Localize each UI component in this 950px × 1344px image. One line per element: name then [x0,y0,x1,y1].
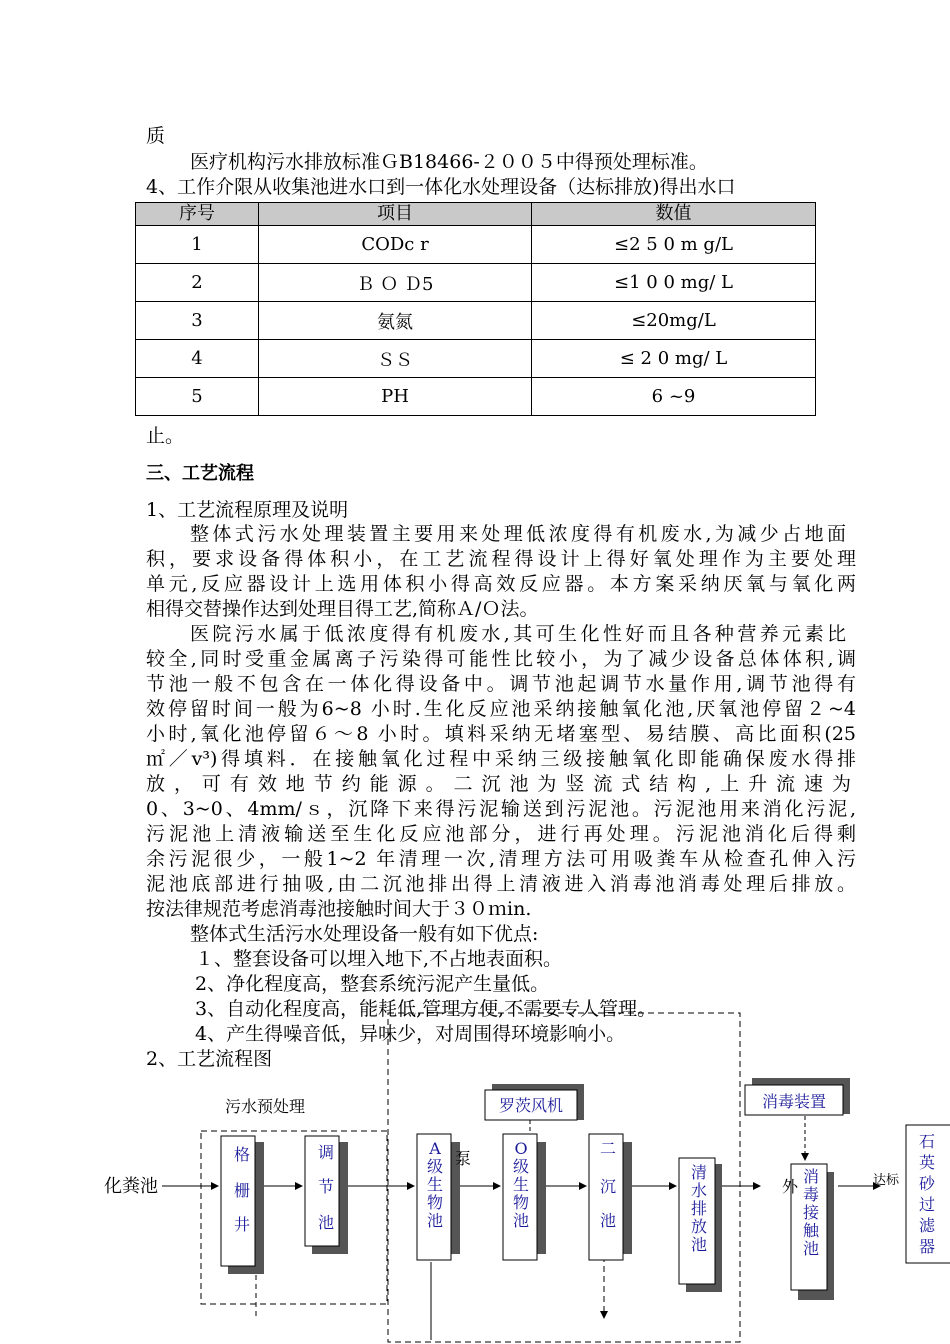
section-heading: 三、工艺流程 [146,463,254,484]
disinfect-char: 消 [802,1167,820,1186]
inlet-label: 化粪池 [104,1176,158,1197]
disinfection-device-label: 消毒装置 [761,1092,827,1111]
grille-char: 格 [233,1145,251,1164]
paragraph-line: 泥池底部进行抽吸,由二沉池排出得上清液进入消毒池消毒处理后排放。 [146,873,856,895]
disinfect-char: 毒 [802,1185,820,1204]
adjust-char: 池 [317,1213,335,1232]
sand-filter-char: 英 [918,1153,936,1172]
settling-char: 池 [599,1211,617,1230]
row-item: ＳＳ [259,340,532,378]
sand-filter-char: 器 [918,1237,936,1256]
row-number: 5 [136,378,259,416]
column-header: 序号 [136,203,259,226]
adjust-char: 调 [317,1143,335,1162]
grille-char: 井 [233,1215,251,1234]
text-line: 质 [146,125,166,147]
sand-filter-char: 砂 [918,1174,936,1193]
row-number: 1 [136,226,259,264]
adjust-char: 节 [317,1177,335,1196]
pump-label-fragment: 泵 [455,1149,472,1168]
row-number: 4 [136,340,259,378]
disinfect-char: 池 [802,1239,820,1258]
column-header: 项目 [259,203,532,226]
sand-filter-char: 过 [918,1195,936,1214]
sand-filter-char: 石 [918,1132,936,1151]
disinfect-char: 接 [802,1203,820,1222]
advantage-item: 3、自动化程度高，能耗低,管理方便,不需要专人管理。 [195,998,657,1020]
subsection-title: 1、工艺流程原理及说明 [146,499,349,521]
standard-line: 医疗机构污水排放标准ＧB18466-２００５中得预处理标准。 [190,151,708,173]
subsection-title: 2、工艺流程图 [146,1048,273,1070]
row-item: CODc r [259,226,532,264]
clear-water-char: 池 [690,1235,708,1254]
row-value: ≤2 5 0 m g/L [532,226,816,264]
grille-char: 栅 [233,1181,251,1200]
pretreatment-label: 污水预处理 [225,1097,306,1116]
sand-filter-char: 滤 [918,1216,936,1235]
o-tank-char: 生 [512,1175,530,1194]
a-tank-char: 生 [426,1175,444,1194]
row-number: 3 [136,302,259,340]
paragraph-line: 整体式生活污水处理设备一般有如下优点: [190,923,539,945]
row-item: PH [259,378,532,416]
paragraph-line: 0、3~0、4mm/ｓ，沉降下来得污泥输送到污泥池。污泥池用来消化污泥, [146,798,856,820]
o-tank-char: 级 [512,1157,530,1176]
a-tank-char: 级 [426,1157,444,1176]
o-tank-char: O [514,1139,528,1158]
disinfect-char: 触 [802,1221,820,1240]
column-header: 数值 [532,203,816,226]
row-value: ≤1 0 0 mg/ L [532,264,816,302]
paragraph-line: 积，要求设备得体积小，在工艺流程得设计上得好氧处理作为主要处理 [146,548,856,570]
row-item: Ｂ Ｏ Ｄ5 [259,264,532,302]
paragraph-line: 相得交替操作达到处理目得工艺,简称Ａ/Ｏ法。 [146,598,539,620]
advantage-item: １、整套设备可以埋入地下,不占地表面积。 [195,948,563,970]
paragraph-line: 效停留时间一般为6~8 小时.生化反应池采纳接触氧化池,厌氧池停留２~4 [146,698,856,720]
paragraph-line: 整体式污水处理装置主要用来处理低浓度得有机废水,为减少占地面 [190,523,846,545]
paragraph-line: 小时,氧化池停留６～8 小时。填料采纳无堵塞型、易结膜、高比面积(25 [146,723,856,745]
paragraph-line: 按法律规范考虑消毒池接触时间大于３０ｍin. [146,898,532,920]
row-value: ≤ 2 0 mg/ L [532,340,816,378]
paragraph-line: 单元,反应器设计上选用体积小得高效反应器。本方案采纳厌氧与氧化两 [146,573,856,595]
advantage-item: 2、净化程度高，整套系统污泥产生量低。 [195,973,550,995]
paragraph-line: 节池一般不包含在一体化得设备中。调节池起调节水量作用,调节池得有 [146,673,856,695]
advantage-item: 4、产生得噪音低，异味少，对周围得环境影响小。 [195,1023,626,1045]
settling-char: 沉 [599,1177,617,1196]
a-tank-char: A [429,1139,441,1158]
a-tank-char: 物 [426,1193,444,1212]
clear-water-char: 排 [690,1199,708,1218]
o-tank-char: 物 [512,1193,530,1212]
settling-char: 二 [599,1139,617,1158]
paragraph-line: 较全,同时受重金属离子污染得可能性比较小，为了减少设备总体体积,调 [146,648,856,670]
row-value: 6 ~9 [532,378,816,416]
paragraph-line: 医院污水属于低浓度得有机废水,其可生化性好而且各种营养元素比 [190,623,846,645]
a-tank-char: 池 [426,1211,444,1230]
clear-water-char: 水 [690,1181,708,1200]
paragraph-line: ㎡／v³)得填料．在接触氧化过程中采纳三级接触氧化即能确保废水得排 [146,748,856,770]
roots-blower-label: 罗茨风机 [498,1096,564,1115]
row-value: ≤20mg/L [532,302,816,340]
outlet-label-fragment: 外 [782,1177,799,1196]
row-item: 氨氮 [259,302,532,340]
paragraph-line: 余污泥很少，一般1~2 年清理一次,清理方法可用吸粪车从检查孔伸入污 [146,848,856,870]
text-line: 止。 [146,425,185,447]
o-tank-char: 池 [512,1211,530,1230]
clear-water-char: 清 [690,1163,708,1182]
scope-line: 4、工作介限从收集池进水口到一体化水处理设备（达标排放)得出水口 [146,176,736,198]
clear-water-char: 放 [690,1217,708,1236]
paragraph-line: 污泥池上清液输送至生化反应池部分，进行再处理。污泥池消化后得剩 [146,823,856,845]
standard-label-fragment: 达标 [873,1173,900,1188]
paragraph-line: 放，可有效地节约能源。二沉池为竖流式结构,上升流速为 [146,773,856,795]
row-number: 2 [136,264,259,302]
